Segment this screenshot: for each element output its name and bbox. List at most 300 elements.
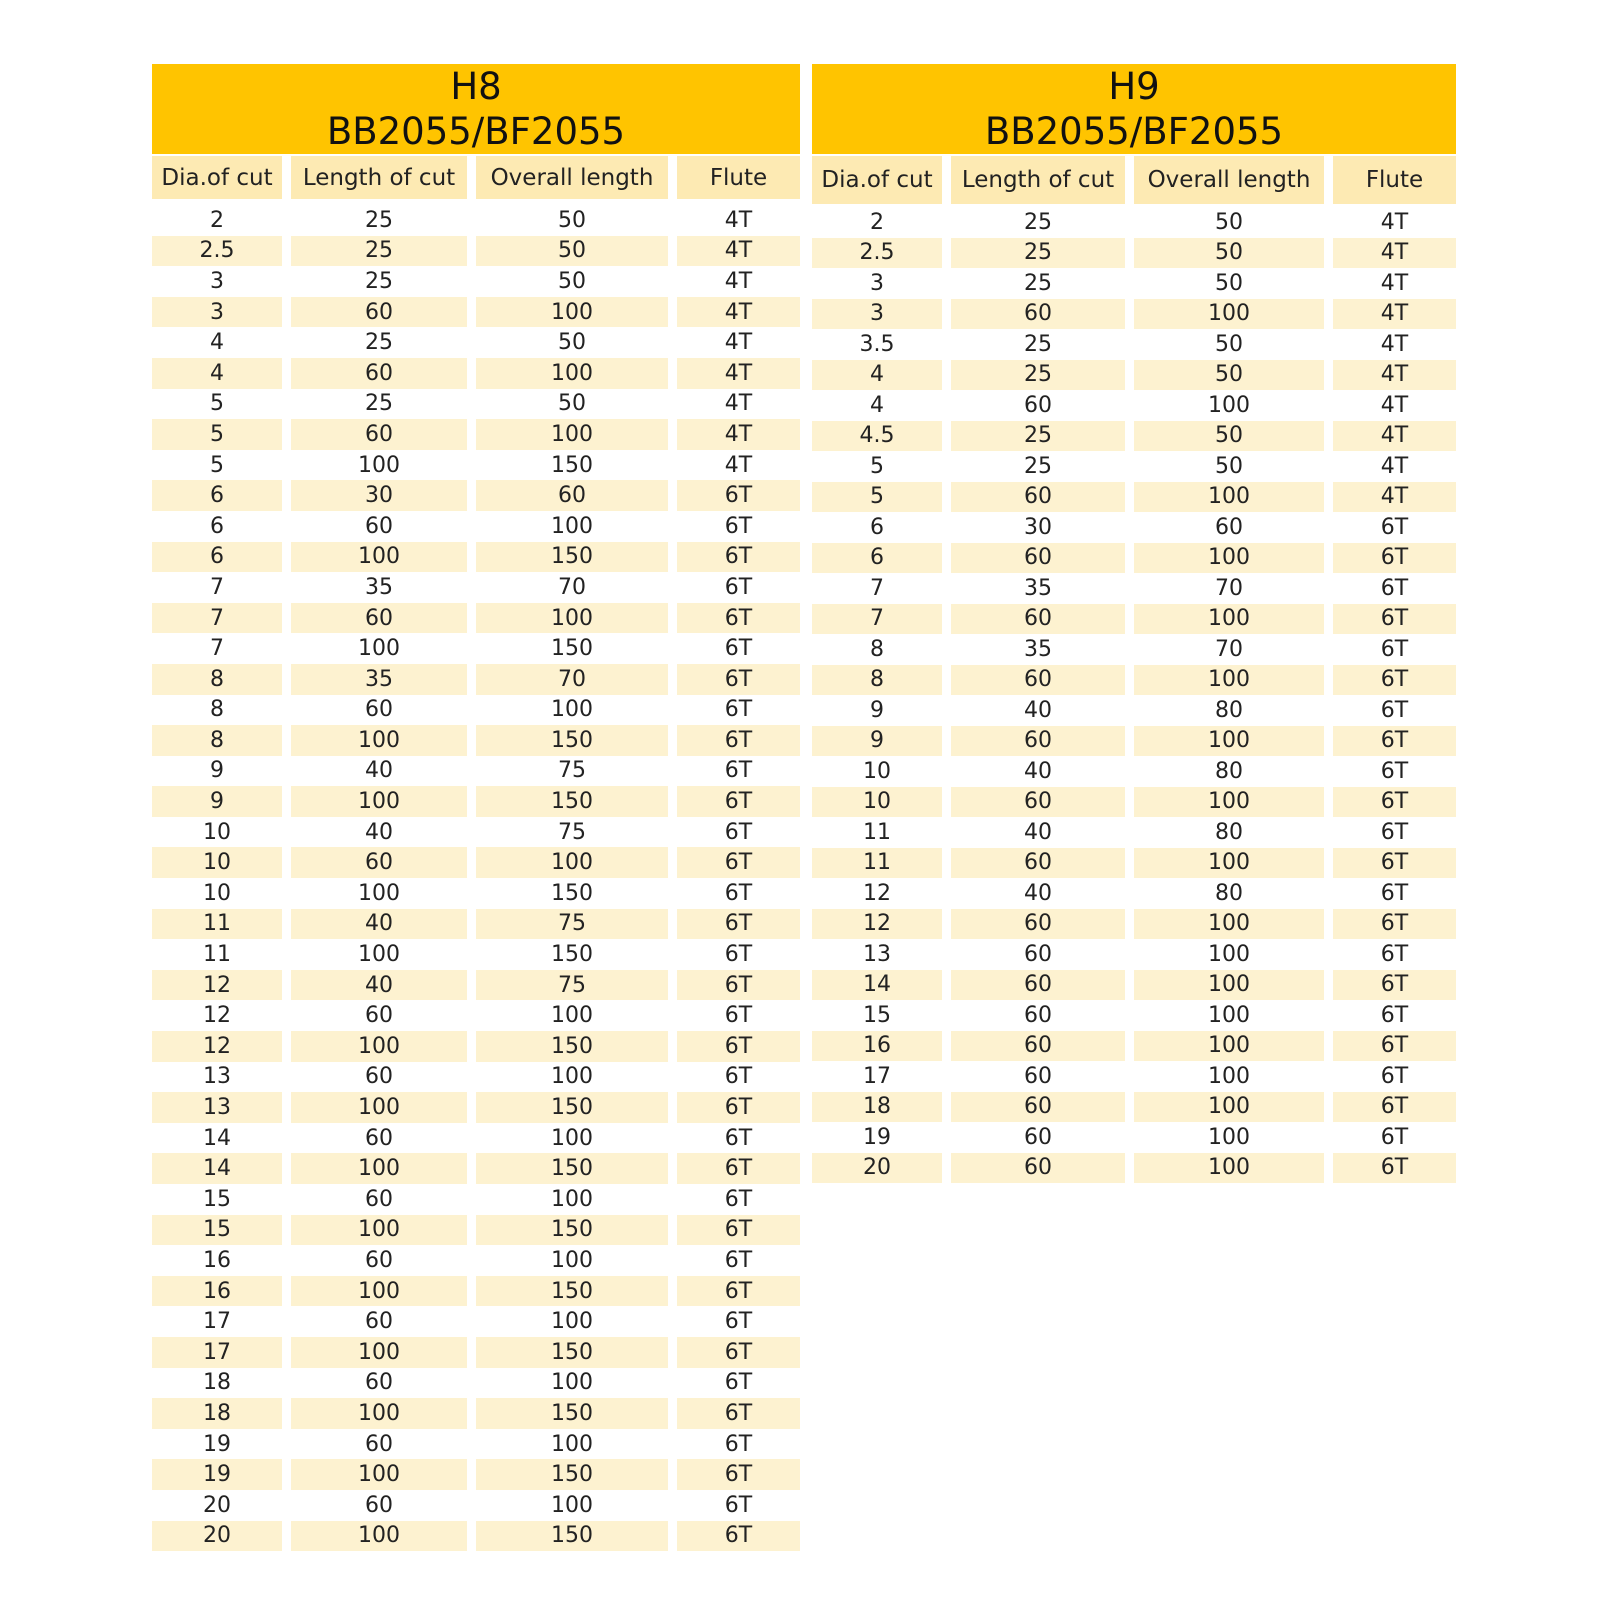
cell-flute: 4T (1380, 209, 1409, 235)
table-row (152, 909, 800, 940)
cell-dia: 10 (812, 787, 942, 818)
cell-length-of-cut: 25 (365, 391, 393, 417)
cell-flute: 6T (677, 1031, 800, 1062)
cell-overall-length: 100 (551, 1492, 593, 1518)
cell-dia: 13 (203, 1064, 231, 1090)
cell-overall-length: 100 (1208, 941, 1250, 967)
cell-dia: 19 (203, 1431, 231, 1457)
cell-flute: 4T (1380, 331, 1409, 357)
cell-dia: 16 (152, 1276, 282, 1307)
cell-overall-length: 100 (476, 358, 668, 389)
cell-flute: 6T (724, 1125, 753, 1151)
cell-overall-length: 100 (1134, 1153, 1324, 1184)
table-row (152, 1459, 800, 1490)
cell-dia: 12 (812, 909, 942, 940)
cell-dia: 9 (812, 726, 942, 757)
cell-dia: 11 (812, 848, 942, 879)
cell-flute: 6T (677, 1521, 800, 1552)
table-row (152, 939, 800, 970)
cell-length-of-cut: 60 (365, 513, 393, 539)
table-row (812, 1153, 1456, 1184)
cell-length-of-cut: 60 (951, 970, 1125, 1001)
cell-dia: 14 (203, 1125, 231, 1151)
table-row (812, 451, 1456, 482)
cell-flute: 6T (1380, 1124, 1409, 1150)
table-row (812, 878, 1456, 909)
cell-dia: 10 (203, 819, 231, 845)
cell-length-of-cut: 60 (365, 697, 393, 723)
cell-length-of-cut: 100 (291, 1215, 467, 1246)
table-row (152, 205, 800, 236)
cell-overall-length: 80 (1215, 819, 1243, 845)
h8-table-body (152, 205, 800, 1551)
cell-length-of-cut: 40 (1024, 697, 1052, 723)
cell-flute: 6T (1380, 758, 1409, 784)
cell-overall-length: 150 (476, 1521, 668, 1552)
table-row (152, 236, 800, 267)
table-row (152, 1092, 800, 1123)
h9-spec-table (812, 64, 1456, 1183)
cell-flute: 6T (1380, 819, 1409, 845)
cell-length-of-cut: 25 (291, 236, 467, 267)
table-row (152, 572, 800, 603)
cell-overall-length: 100 (551, 1186, 593, 1212)
table-row (812, 604, 1456, 635)
cell-length-of-cut: 60 (951, 604, 1125, 635)
cell-overall-length: 100 (1208, 1063, 1250, 1089)
cell-overall-length: 100 (1134, 1092, 1324, 1123)
cell-length-of-cut: 60 (951, 543, 1125, 574)
cell-flute: 6T (1333, 787, 1456, 818)
cell-flute: 6T (724, 1247, 753, 1273)
cell-overall-length: 50 (476, 236, 668, 267)
cell-dia: 7 (870, 575, 884, 601)
column-header-length-of-cut: Length of cut (291, 156, 467, 199)
cell-dia: 6 (812, 543, 942, 574)
cell-length-of-cut: 60 (1024, 941, 1052, 967)
cell-dia: 11 (152, 909, 282, 940)
table-row (812, 207, 1456, 238)
table-row (152, 878, 800, 909)
cell-length-of-cut: 25 (1024, 209, 1052, 235)
cell-length-of-cut: 100 (358, 452, 400, 478)
table-row (152, 1398, 800, 1429)
cell-length-of-cut: 60 (951, 848, 1125, 879)
cell-flute: 4T (1333, 299, 1456, 330)
cell-length-of-cut: 25 (365, 330, 393, 356)
cell-dia: 20 (203, 1492, 231, 1518)
cell-dia: 9 (870, 697, 884, 723)
table-row (152, 1368, 800, 1399)
cell-overall-length: 100 (476, 419, 668, 450)
cell-length-of-cut: 60 (291, 358, 467, 389)
cell-length-of-cut: 100 (291, 725, 467, 756)
cell-overall-length: 100 (1134, 787, 1324, 818)
cell-length-of-cut: 100 (291, 786, 467, 817)
cell-dia: 5 (210, 391, 224, 417)
cell-overall-length: 150 (551, 880, 593, 906)
cell-length-of-cut: 40 (365, 819, 393, 845)
cell-overall-length: 150 (476, 1031, 668, 1062)
cell-length-of-cut: 60 (365, 1370, 393, 1396)
cell-length-of-cut: 100 (291, 1092, 467, 1123)
cell-length-of-cut: 40 (1024, 880, 1052, 906)
table-row (812, 360, 1456, 391)
cell-flute: 4T (1380, 392, 1409, 418)
table-row (152, 480, 800, 511)
cell-flute: 6T (677, 1153, 800, 1184)
table-row (812, 421, 1456, 452)
table-row (152, 756, 800, 787)
cell-flute: 6T (677, 1337, 800, 1368)
table-row (812, 543, 1456, 574)
cell-dia: 5 (870, 453, 884, 479)
cell-dia: 11 (863, 819, 891, 845)
table-row (812, 1061, 1456, 1092)
h8-title: H8 (450, 65, 502, 108)
cell-dia: 20 (152, 1521, 282, 1552)
table-row (812, 756, 1456, 787)
cell-overall-length: 70 (476, 664, 668, 695)
cell-flute: 6T (1333, 1092, 1456, 1123)
cell-overall-length: 150 (551, 636, 593, 662)
cell-flute: 4T (1380, 270, 1409, 296)
cell-dia: 12 (203, 1003, 231, 1029)
cell-dia: 16 (203, 1247, 231, 1273)
cell-overall-length: 50 (558, 207, 586, 233)
table-row (812, 909, 1456, 940)
h9-table-header (812, 64, 1456, 154)
cell-length-of-cut: 100 (291, 1398, 467, 1429)
cell-overall-length: 80 (1215, 880, 1243, 906)
cell-length-of-cut: 60 (951, 787, 1125, 818)
table-row (812, 726, 1456, 757)
cell-flute: 6T (677, 664, 800, 695)
cell-dia: 19 (863, 1124, 891, 1150)
table-row (812, 1031, 1456, 1062)
cell-dia: 7 (152, 603, 282, 634)
cell-length-of-cut: 35 (291, 664, 467, 695)
cell-length-of-cut: 60 (291, 419, 467, 450)
cell-overall-length: 100 (551, 1125, 593, 1151)
table-row (152, 1245, 800, 1276)
cell-length-of-cut: 60 (951, 1092, 1125, 1123)
cell-length-of-cut: 35 (365, 574, 393, 600)
cell-length-of-cut: 60 (365, 1431, 393, 1457)
cell-flute: 6T (1333, 1031, 1456, 1062)
table-row (152, 1000, 800, 1031)
table-row (812, 939, 1456, 970)
cell-flute: 6T (677, 1092, 800, 1123)
cell-flute: 6T (1333, 970, 1456, 1001)
table-row (812, 329, 1456, 360)
cell-overall-length: 50 (558, 268, 586, 294)
table-row (152, 389, 800, 420)
table-row (152, 450, 800, 481)
table-row (812, 1000, 1456, 1031)
table-row (812, 695, 1456, 726)
cell-flute: 6T (1333, 726, 1456, 757)
cell-flute: 6T (677, 1459, 800, 1490)
table-row (152, 1337, 800, 1368)
table-row (152, 1490, 800, 1521)
cell-length-of-cut: 60 (291, 297, 467, 328)
cell-overall-length: 100 (1134, 299, 1324, 330)
h8-column-headers (152, 156, 800, 199)
cell-overall-length: 150 (551, 452, 593, 478)
cell-overall-length: 150 (476, 1337, 668, 1368)
h8-table-header (152, 64, 800, 154)
cell-flute: 6T (1380, 941, 1409, 967)
cell-flute: 4T (724, 391, 753, 417)
table-row (812, 817, 1456, 848)
table-row (152, 1184, 800, 1215)
cell-dia: 6 (210, 513, 224, 539)
cell-flute: 6T (724, 1003, 753, 1029)
column-header-dia: Dia.of cut (812, 156, 942, 204)
cell-length-of-cut: 60 (365, 1125, 393, 1151)
cell-overall-length: 60 (476, 480, 668, 511)
cell-dia: 8 (812, 665, 942, 696)
cell-flute: 4T (724, 452, 753, 478)
table-row (152, 1276, 800, 1307)
cell-dia: 4.5 (812, 421, 942, 452)
cell-overall-length: 100 (551, 697, 593, 723)
cell-dia: 4 (870, 392, 884, 418)
cell-dia: 17 (203, 1309, 231, 1335)
cell-flute: 6T (1333, 543, 1456, 574)
cell-overall-length: 60 (1215, 514, 1243, 540)
cell-length-of-cut: 60 (365, 1186, 393, 1212)
cell-length-of-cut: 60 (365, 1309, 393, 1335)
table-row (812, 482, 1456, 513)
cell-overall-length: 50 (558, 330, 586, 356)
cell-overall-length: 100 (476, 603, 668, 634)
cell-overall-length: 50 (1134, 421, 1324, 452)
cell-overall-length: 150 (476, 786, 668, 817)
cell-overall-length: 100 (1208, 392, 1250, 418)
cell-overall-length: 80 (1215, 697, 1243, 723)
cell-dia: 3 (812, 299, 942, 330)
cell-dia: 8 (870, 636, 884, 662)
table-row (152, 695, 800, 726)
cell-flute: 4T (724, 330, 753, 356)
cell-overall-length: 100 (1134, 909, 1324, 940)
table-row (812, 1092, 1456, 1123)
cell-dia: 15 (203, 1186, 231, 1212)
cell-dia: 13 (863, 941, 891, 967)
cell-overall-length: 70 (558, 574, 586, 600)
column-header-overall-length: Overall length (1134, 156, 1324, 204)
cell-flute: 4T (677, 358, 800, 389)
cell-dia: 19 (152, 1459, 282, 1490)
column-header-flute: Flute (1333, 156, 1456, 204)
table-row (812, 390, 1456, 421)
table-row (152, 419, 800, 450)
table-row (152, 786, 800, 817)
cell-dia: 2 (870, 209, 884, 235)
table-row (152, 817, 800, 848)
table-row (152, 542, 800, 573)
cell-dia: 7 (210, 574, 224, 600)
cell-flute: 6T (677, 1276, 800, 1307)
cell-flute: 6T (724, 574, 753, 600)
table-row (812, 1122, 1456, 1153)
cell-flute: 6T (1380, 697, 1409, 723)
cell-flute: 4T (724, 207, 753, 233)
table-row (812, 238, 1456, 269)
table-row (812, 848, 1456, 879)
cell-dia: 10 (863, 758, 891, 784)
cell-dia: 8 (152, 664, 282, 695)
cell-flute: 6T (724, 880, 753, 906)
cell-dia: 13 (152, 1092, 282, 1123)
cell-overall-length: 75 (558, 758, 586, 784)
cell-overall-length: 100 (1134, 482, 1324, 513)
cell-overall-length: 100 (551, 1064, 593, 1090)
table-row (152, 297, 800, 328)
cell-length-of-cut: 100 (358, 942, 400, 968)
cell-flute: 4T (1333, 421, 1456, 452)
cell-length-of-cut: 40 (291, 970, 467, 1001)
column-header-length-of-cut: Length of cut (951, 156, 1125, 204)
cell-dia: 12 (152, 970, 282, 1001)
cell-dia: 4 (812, 360, 942, 391)
cell-flute: 6T (677, 786, 800, 817)
cell-length-of-cut: 60 (365, 1247, 393, 1273)
cell-length-of-cut: 40 (365, 758, 393, 784)
cell-flute: 6T (1380, 1063, 1409, 1089)
cell-length-of-cut: 40 (1024, 758, 1052, 784)
cell-flute: 4T (1380, 453, 1409, 479)
table-row (152, 1521, 800, 1552)
cell-flute: 6T (1380, 1002, 1409, 1028)
table-row (152, 1031, 800, 1062)
table-row (152, 266, 800, 297)
table-row (152, 725, 800, 756)
cell-flute: 6T (724, 1431, 753, 1457)
table-row (812, 573, 1456, 604)
cell-dia: 7 (210, 636, 224, 662)
cell-dia: 6 (152, 542, 282, 573)
cell-length-of-cut: 60 (951, 665, 1125, 696)
cell-flute: 4T (724, 268, 753, 294)
cell-flute: 6T (724, 1186, 753, 1212)
cell-dia: 10 (152, 847, 282, 878)
cell-overall-length: 150 (476, 1215, 668, 1246)
cell-dia: 5 (812, 482, 942, 513)
table-row (152, 1215, 800, 1246)
table-row (812, 634, 1456, 665)
cell-dia: 3 (870, 270, 884, 296)
cell-length-of-cut: 100 (291, 1276, 467, 1307)
cell-length-of-cut: 25 (365, 268, 393, 294)
cell-length-of-cut: 60 (1024, 1002, 1052, 1028)
cell-length-of-cut: 60 (1024, 392, 1052, 418)
cell-flute: 6T (1333, 665, 1456, 696)
cell-flute: 4T (1333, 360, 1456, 391)
cell-overall-length: 100 (476, 297, 668, 328)
cell-overall-length: 50 (1215, 270, 1243, 296)
cell-overall-length: 100 (1134, 665, 1324, 696)
cell-length-of-cut: 25 (365, 207, 393, 233)
cell-length-of-cut: 60 (1024, 1063, 1052, 1089)
cell-dia: 9 (152, 786, 282, 817)
table-row (152, 1429, 800, 1460)
cell-overall-length: 150 (476, 542, 668, 573)
table-row (812, 787, 1456, 818)
cell-dia: 17 (152, 1337, 282, 1368)
table-row (152, 327, 800, 358)
cell-dia: 12 (863, 880, 891, 906)
cell-length-of-cut: 60 (291, 603, 467, 634)
cell-dia: 20 (812, 1153, 942, 1184)
cell-overall-length: 100 (1208, 1002, 1250, 1028)
cell-dia: 2.5 (812, 238, 942, 269)
column-header-overall-length: Overall length (476, 156, 668, 199)
cell-flute: 6T (724, 513, 753, 539)
cell-length-of-cut: 25 (1024, 270, 1052, 296)
h9-title: H9 (1108, 65, 1160, 108)
cell-flute: 6T (1380, 636, 1409, 662)
cell-overall-length: 50 (558, 391, 586, 417)
cell-dia: 18 (152, 1398, 282, 1429)
cell-length-of-cut: 100 (358, 636, 400, 662)
table-row (152, 633, 800, 664)
cell-length-of-cut: 25 (951, 421, 1125, 452)
cell-overall-length: 150 (476, 725, 668, 756)
cell-flute: 6T (724, 697, 753, 723)
cell-dia: 2.5 (152, 236, 282, 267)
table-row (152, 970, 800, 1001)
cell-dia: 6 (152, 480, 282, 511)
h8-spec-table (152, 64, 800, 1551)
cell-dia: 5 (152, 419, 282, 450)
table-row (152, 664, 800, 695)
cell-overall-length: 100 (1134, 726, 1324, 757)
cell-length-of-cut: 100 (291, 1153, 467, 1184)
cell-flute: 6T (677, 970, 800, 1001)
cell-flute: 4T (677, 236, 800, 267)
table-row (152, 847, 800, 878)
cell-overall-length: 75 (476, 970, 668, 1001)
cell-overall-length: 100 (551, 1003, 593, 1029)
cell-overall-length: 50 (1215, 453, 1243, 479)
cell-dia: 16 (812, 1031, 942, 1062)
cell-length-of-cut: 40 (291, 909, 467, 940)
cell-overall-length: 80 (1215, 758, 1243, 784)
cell-overall-length: 150 (476, 1153, 668, 1184)
cell-flute: 4T (677, 419, 800, 450)
cell-flute: 6T (677, 542, 800, 573)
table-row (152, 1062, 800, 1093)
table-row (152, 511, 800, 542)
cell-flute: 6T (677, 603, 800, 634)
cell-length-of-cut: 60 (951, 726, 1125, 757)
h8-series-title: BB2055/BF2055 (326, 110, 626, 153)
cell-length-of-cut: 100 (291, 1459, 467, 1490)
cell-length-of-cut: 60 (365, 1064, 393, 1090)
cell-flute: 6T (724, 758, 753, 784)
table-row (812, 665, 1456, 696)
column-header-dia: Dia.of cut (152, 156, 282, 199)
cell-overall-length: 100 (1134, 543, 1324, 574)
cell-length-of-cut: 100 (291, 1521, 467, 1552)
cell-overall-length: 100 (551, 1431, 593, 1457)
h9-column-headers (812, 156, 1456, 204)
cell-dia: 7 (812, 604, 942, 635)
cell-length-of-cut: 60 (365, 1492, 393, 1518)
